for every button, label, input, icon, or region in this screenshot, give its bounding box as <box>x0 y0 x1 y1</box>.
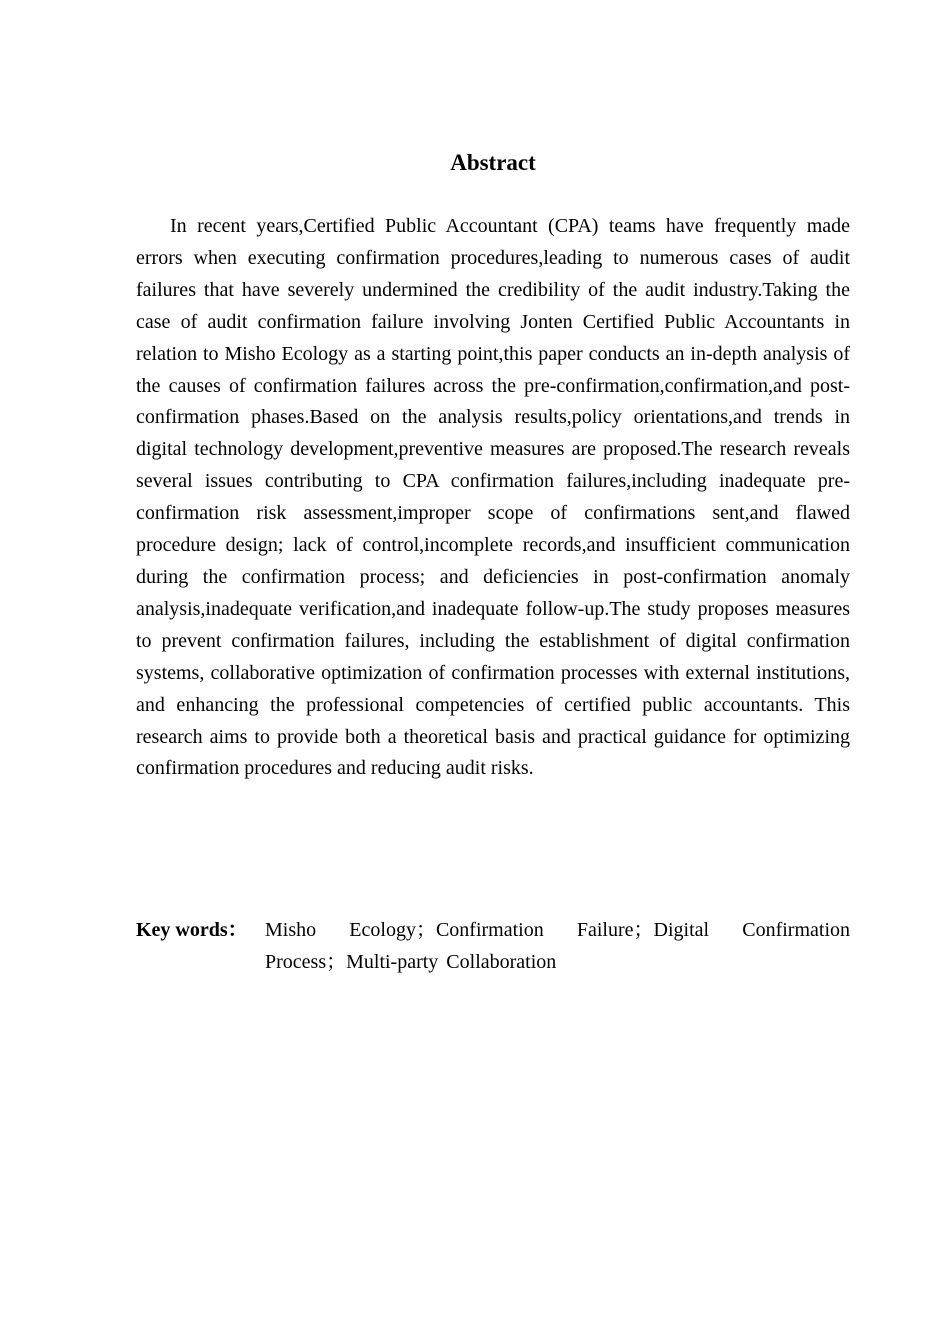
abstract-paragraph: In recent years,Certified Public Accountant (CPA) teams have frequently made errors when executing confirmation procedures,leading to numerous cases of audit failures that have severely undermined the credibility of the audit industry.Taking the case of audit confirmation failure involving Jonten Certified Public Accountants in relation to Misho Ecology as a starting point,this paper conducts an in-depth analysis of the causes of confirmation failures across the pre-confirmation,confirmation,and post-confirmation phases.Based on the analysis results,policy orientations,and trends in digital technology development,preventive measures are proposed.The research reveals several issues contributing to CPA confirmation failures,including inadequate pre-confirmation risk assessment,improper scope of confirmations sent,and flawed procedure design; lack of control,incomplete records,and insufficient communication during the confirmation process; and deficiencies in post-confirmation anomaly analysis,inadequate verification,and inadequate follow-up.The study proposes measures to prevent confirmation failures, including the establishment of digital confirmation systems, collaborative optimization of confirmation processes with external institutions, and enhancing the professional competencies of certified public accountants. This research aims to provide both a theoretical basis and practical guidance for optimizing confirmation procedures and reducing audit risks. <box>136 215 850 780</box>
abstract-title: Abstract <box>450 150 536 175</box>
keywords-list: Misho Ecology；Confirmation Failure；Digital Confirmation Process；Multi-party Collaboration <box>265 919 850 973</box>
keywords-label: Key words： <box>136 919 248 941</box>
